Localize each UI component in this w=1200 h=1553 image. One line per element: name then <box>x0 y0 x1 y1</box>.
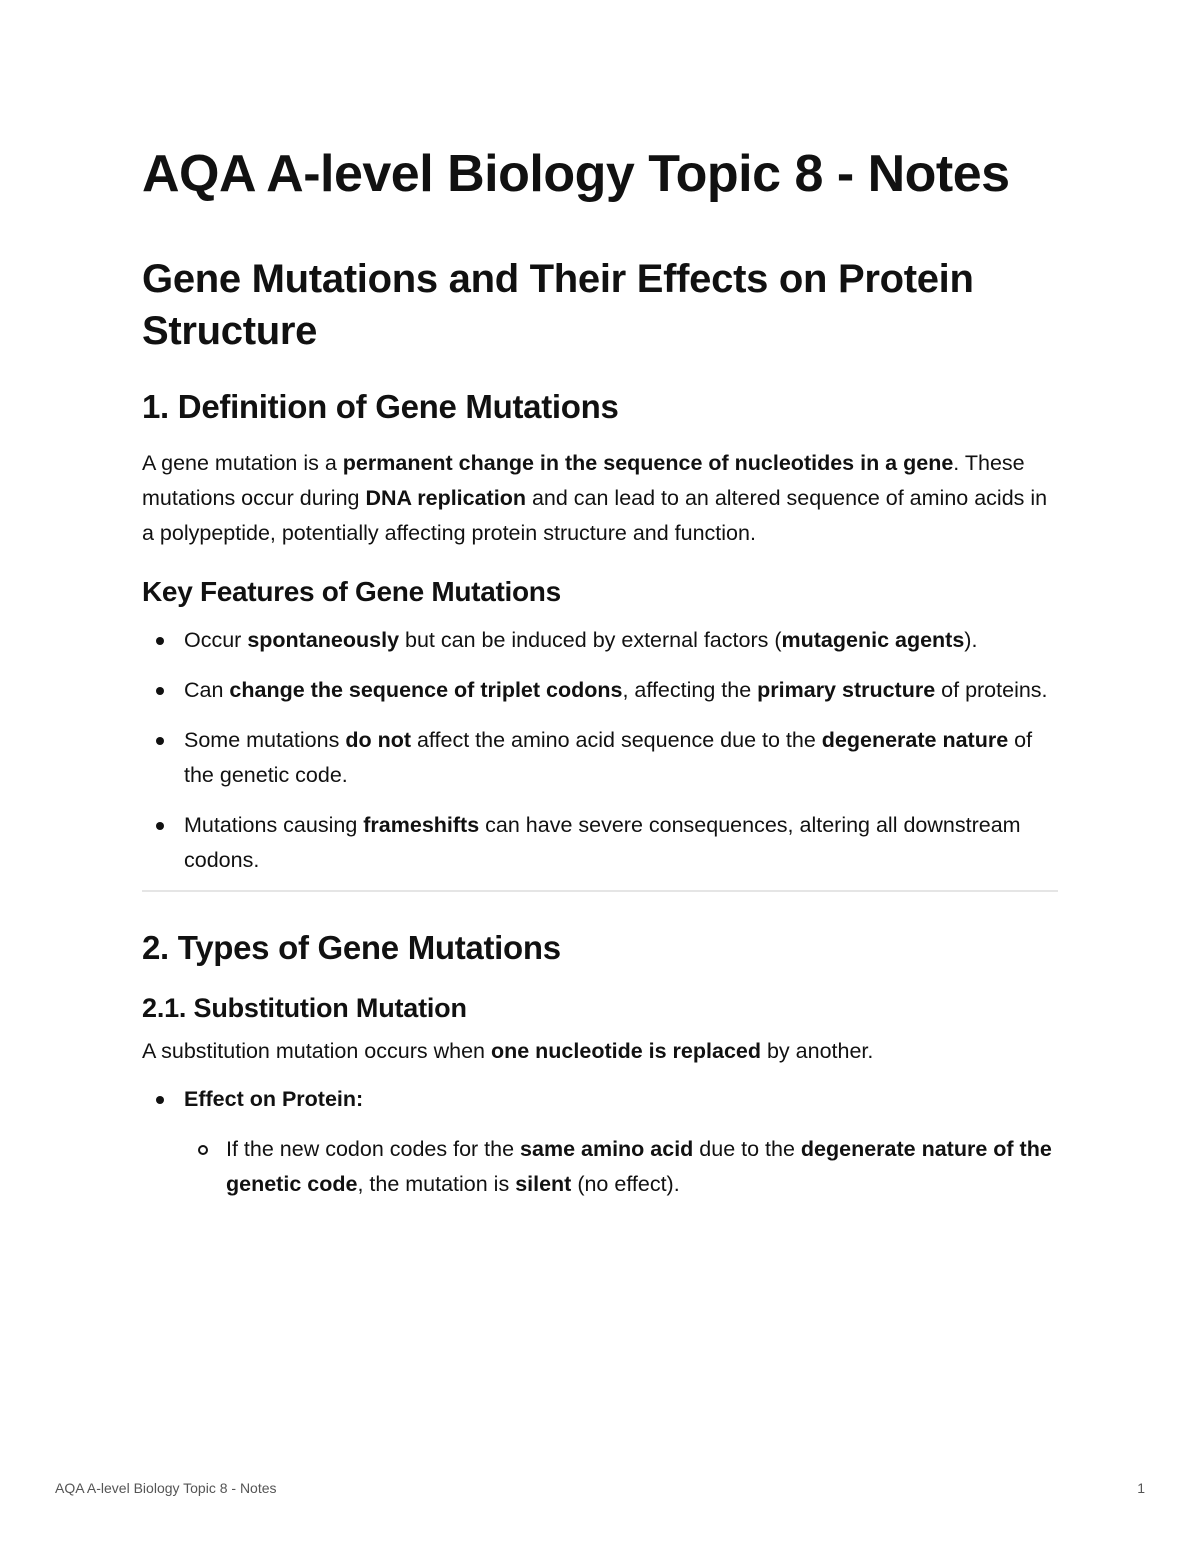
section-divider <box>142 890 1058 892</box>
list-item: Mutations causing frameshifts can have severe consequences, altering all downstream codons. <box>142 808 1058 878</box>
list-item: Can change the sequence of triplet codons, affecting the primary structure of proteins. <box>142 673 1058 708</box>
document-page <box>142 142 1058 1202</box>
effect-sub-list <box>184 1132 1058 1202</box>
heading-substitution: 2.1. Substitution Mutation <box>142 993 467 1023</box>
definition-paragraph: A gene mutation is a permanent change in the sequence of nucleotides in a gene. These mutations occur during DNA replication and can lead to an altered sequence of amino acids in a polypeptide, potentially affecting protein structure and function. <box>142 451 1048 545</box>
substitution-paragraph: A substitution mutation occurs when one nucleotide is replaced by another. <box>142 1039 874 1063</box>
document-title: AQA A-level Biology Topic 8 - Notes <box>142 145 1010 203</box>
footer-title: AQA A-level Biology Topic 8 - Notes <box>55 1480 277 1496</box>
effect-list <box>142 1082 1058 1202</box>
list-item: Occur spontaneously but can be induced by external factors (mutagenic agents). <box>142 623 1058 658</box>
heading-definition: 1. Definition of Gene Mutations <box>142 388 619 425</box>
sub-list-item: If the new codon codes for the same amino acid due to the degenerate nature of the genetic code, the mutation is silent (no effect). <box>184 1132 1058 1202</box>
heading-types: 2. Types of Gene Mutations <box>142 929 561 966</box>
page-number: 1 <box>1137 1480 1145 1496</box>
section-heading: Gene Mutations and Their Effects on Protein Structure <box>142 257 974 353</box>
key-features-list <box>142 623 1058 878</box>
list-item: Some mutations do not affect the amino acid sequence due to the degenerate nature of the genetic code. <box>142 723 1058 793</box>
heading-key-features: Key Features of Gene Mutations <box>142 576 561 607</box>
list-item: Effect on Protein: If the new codon codes for the same amino acid due to the degenerate nature of the genetic code, the mutation is silent (no effect). <box>142 1082 1058 1202</box>
